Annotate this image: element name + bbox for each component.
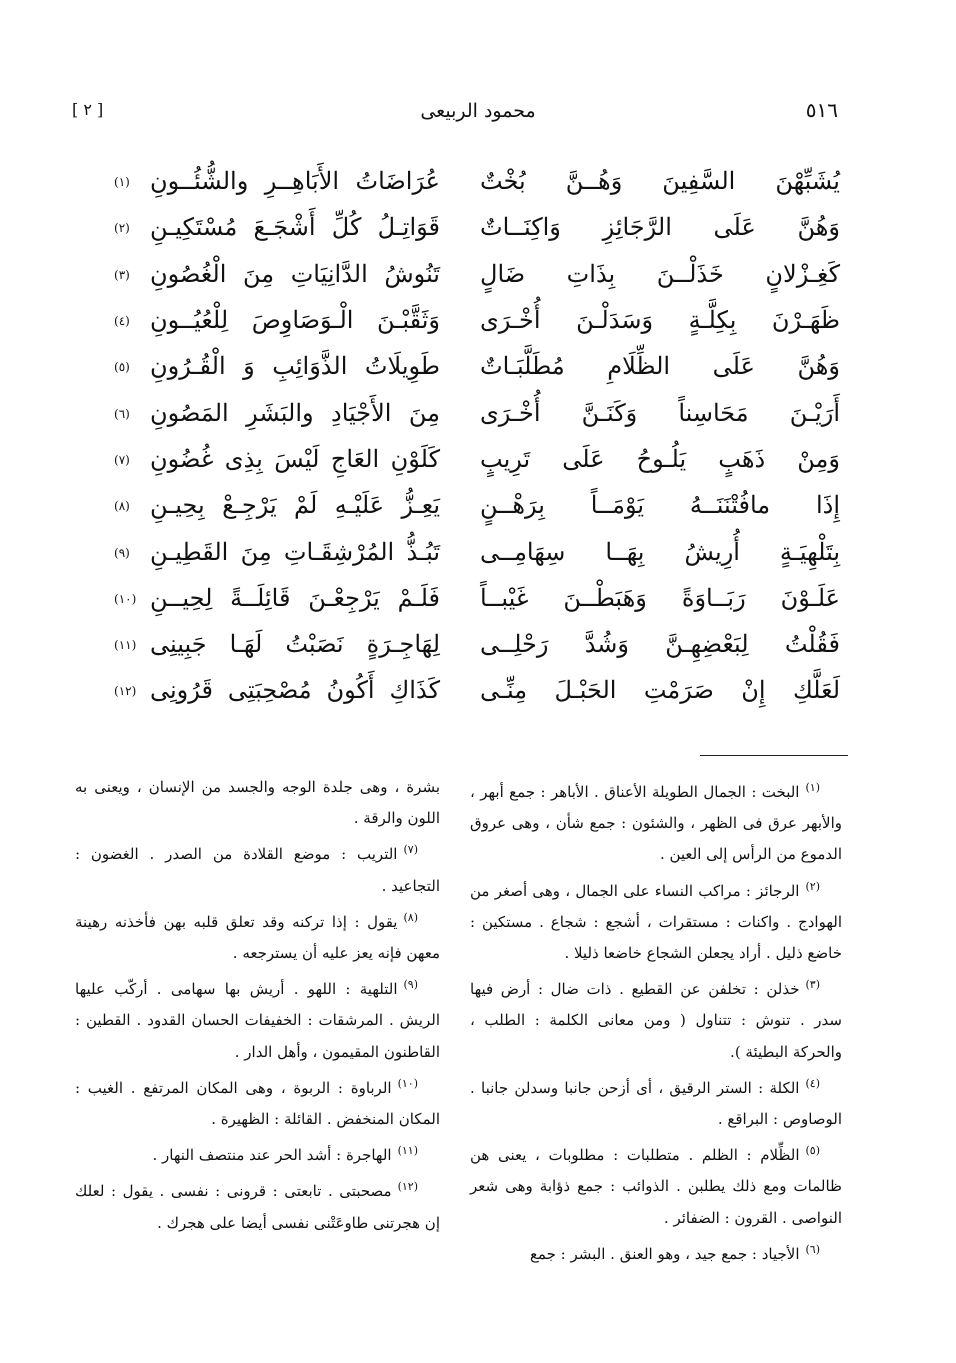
running-title: محمود الربيعى — [420, 100, 536, 122]
footnote — [470, 969, 842, 1068]
verse-line — [114, 621, 840, 667]
footnote-number: (٣) — [805, 978, 820, 992]
second-hemistich — [114, 213, 440, 242]
footnote-text: الظِّلام : الظلم . متطلبات : مطلوبات ، يعنى هن ظالمات ومع ذلك يطلبن . الذوائب : جمع ذؤابة وهى شعر النواصى . القرون : الضفائر . — [470, 1146, 842, 1227]
footnote-text: الهاجرة : أشد الحر عند منتصف النهار . — [152, 1146, 392, 1165]
hemistich-text: تَبُـذُّ المُرْشِقَـاتِ مِنَ القَطِيـنِ — [150, 537, 440, 566]
footnote-divider — [700, 755, 848, 756]
verse-line — [114, 482, 840, 528]
footnote-ref[interactable]: (٩) — [114, 545, 130, 560]
hemistich-text: قَوَاتِـلُ كُلِّ أَشْجَـعَ مُسْتَكِيـنِ — [150, 213, 440, 242]
first-hemistich: لَعَلَّكِ إِنْ صَرَمْتِ الحَبْـلَ مِنِّـى — [480, 676, 840, 705]
footnote-text: الأجياد : جمع جيد ، وهو العنق . البشر : جمع — [529, 1244, 800, 1263]
second-hemistich — [114, 537, 440, 566]
verse-line — [114, 158, 840, 204]
footnote — [75, 1135, 440, 1171]
hemistich-text: عُرَاضَاتُ الأَبَاهِــرِ والشُّئُــونِ — [150, 167, 440, 196]
second-hemistich — [114, 444, 440, 473]
verse-line — [114, 204, 840, 250]
hemistich-text: كَذَاكِ أَكُونُ مُصْحِبَتِى قَرُونِى — [150, 676, 440, 705]
footnote — [75, 969, 440, 1068]
footnote-text: الكلة : الستر الرقيق ، أى أزحن جانبا وسدلن جانبا . الوصاوص : البراقع . — [470, 1078, 842, 1129]
hemistich-text: كَلَوْنِ العَاجِ لَيْسَ بِذِى غُضُونِ — [150, 444, 440, 473]
first-hemistich: عَلَـوْنَ رَبَــاوَةً وَهَبَطْــنَ غَيْبــاً — [480, 583, 840, 612]
footnote-number: (١٠) — [397, 1076, 418, 1090]
verse-line — [114, 297, 840, 343]
footnote-text: التلهية : اللهو . أريش بها سهامى . أركّب عليها الريش . المرشقات : الخفيفات الحسان القدود . القطين : القاطنون المقيمون ، وأهل الدار . — [75, 980, 440, 1061]
footnote-number: (١٢) — [397, 1180, 418, 1194]
first-hemistich: يُشَبِّهْنَ السَّفِينَ وَهُــنَّ بُخْتٌ — [480, 167, 840, 196]
footnote-text: الرجائز : مراكب النساء على الجمال ، وهى أصغر من الهوادج . واكنات : مستقرات ، أشجع : شجاع . مستكين : خاضع ذليل . أراد يجعلن الشجاع خاضعا ذليلا . — [470, 881, 842, 963]
footnote-number: (٢) — [805, 879, 820, 893]
footnote-continuation — [75, 772, 440, 834]
second-hemistich — [114, 583, 440, 612]
footnote-text: البخت : الجمال الطويلة الأعناق . الأباهر : جمع أبهر ، والأبهر عرق فى الظهر ، والشئون : جمع شأن ، وهى عروق الدموع من الرأس إلى العين . — [470, 783, 842, 864]
footnote-ref[interactable]: (٦) — [114, 406, 130, 421]
hemistich-text: مِنَ الأَجْيَادِ والبَشَرِ المَصُونِ — [150, 398, 440, 427]
second-hemistich — [114, 352, 440, 381]
footnote-number: (٦) — [805, 1242, 820, 1256]
first-hemistich: إِذَا مافُتْنَنَــهُ يَوْمَــاً بِرَهْــنٍ — [480, 491, 840, 520]
footnote-number: (٤) — [805, 1076, 820, 1090]
verse-line — [114, 575, 840, 621]
footnote-number: (١) — [805, 781, 820, 794]
footnote-ref[interactable]: (٧) — [114, 452, 130, 467]
first-hemistich: وَهُنَّ عَلَى الرَّجَائِزِ وَاكِنَــاتٌ — [480, 213, 840, 242]
poem — [114, 158, 840, 714]
footnote-ref[interactable]: (٢) — [114, 221, 130, 236]
footnote-number: (٨) — [403, 910, 418, 924]
footnote — [75, 834, 440, 901]
first-hemistich: فَقُلْتُ لِبَعْضِهِـنَّ وَشُدَّ رَحْلِــى — [480, 630, 840, 659]
footnote-ref[interactable]: (١٢) — [114, 684, 137, 699]
footnote-text: التريب : موضع القلادة من الصدر . الغضون : التجاعيد . — [75, 845, 440, 895]
footnote-ref[interactable]: (١١) — [114, 638, 137, 653]
second-hemistich — [114, 167, 440, 196]
footnote-number: (١١) — [397, 1144, 418, 1158]
first-hemistich: أَرَيْـنَ مَحَاسِناً وَكَنَـنَّ أُخْـرَى — [480, 398, 840, 427]
footnote-text: يقول : إذا تركنه وقد تعلق قلبه بهن فأخذنه رهينة معهن فإنه يعز عليه أن يسترجعه . — [75, 912, 440, 963]
footnote — [470, 871, 842, 970]
hemistich-text: فَلَـمْ يَرْجِعْـنَ قَائِلَــةً لِحِيــنِ — [150, 583, 440, 612]
footnotes-right-column — [470, 772, 842, 1270]
first-hemistich: وَمِنْ ذَهَبٍ يَلُـوحُ عَلَى تَرِيبٍ — [480, 444, 840, 473]
first-hemistich: ظَهَـرْنَ بِكِلَّـةٍ وَسَدَلْـنَ أُخْـرَى — [480, 306, 840, 335]
hemistich-text: لِهَاجِـرَةٍ نَصَبْتُ لَهَـا جَبِينِى — [150, 630, 440, 659]
hemistich-text: طَوِيلَاتُ الذَّوَائِبِ وَ الْقُـرُونِ — [150, 352, 440, 381]
footnote-number: (٧) — [403, 843, 418, 857]
verse-line — [114, 436, 840, 482]
footnote — [470, 772, 842, 871]
footnote-ref[interactable]: (٨) — [114, 499, 130, 514]
footnote — [75, 902, 440, 969]
hemistich-text: يَعِـزُّ عَلَيْـهِ لَمْ يَرْجِـعْ بِحِيـنِ — [150, 491, 440, 520]
verse-line — [114, 667, 840, 713]
verse-line — [114, 528, 840, 574]
footnote-number: (٥) — [805, 1144, 820, 1158]
hemistich-text: وَثَقَّبْـنَ الْـوَصَاوِصَ لِلْعُيُــونِ — [150, 306, 440, 335]
first-hemistich: بِتَلْهِيَـةٍ أُرِيشُ بِهَــا سِهَامِــى — [480, 537, 840, 566]
page-header — [0, 98, 956, 128]
footnote-text: الرباوة : الربوة ، وهى المكان المرتفع . الغيب : المكان المنخفض . القائلة : الظهيرة . — [75, 1078, 440, 1129]
footnote-text: بشرة ، وهى جلدة الوجه والجسد من الإنسان ، ويعنى به اللون والرقة . — [75, 778, 440, 828]
second-hemistich — [114, 398, 440, 427]
footnote — [75, 1171, 440, 1238]
footnote-ref[interactable]: (١٠) — [114, 591, 137, 606]
footnote-ref[interactable]: (٥) — [114, 360, 130, 375]
verse-line — [114, 343, 840, 389]
footnote-ref[interactable]: (١) — [114, 175, 130, 190]
footnote-number: (٩) — [403, 978, 418, 992]
second-hemistich — [114, 676, 440, 705]
footnote-ref[interactable]: (٤) — [114, 314, 130, 329]
first-hemistich: وَهُنَّ عَلَى الظِّلَامِ مُطَلَّبَـاتٌ — [480, 352, 840, 381]
hemistich-text: تَنُوشُ الدَّانِيَاتِ مِنَ الْغُصُونِ — [150, 259, 440, 288]
second-hemistich — [114, 306, 440, 335]
footnotes-left-column — [75, 772, 440, 1239]
footnote-text: مصحبتى . تابعتى : قرونى : نفسى . يقول : لعلك إن هجرتنى طاوعَتْنى نفسى أيضا على هجرك . — [75, 1182, 440, 1232]
second-hemistich — [114, 491, 440, 520]
verse-line — [114, 251, 840, 297]
page-number: ٥١٦ — [805, 98, 838, 122]
footnote-ref[interactable]: (٣) — [114, 267, 130, 282]
footnote — [470, 1135, 842, 1234]
footnote-text: خذلن : تخلفن عن القطيع . ذات ضال : أرض فيها سدر . تنوش : تتناول ( ومن معانى الكلمة : الطلب ، والحركة البطيئة ). — [470, 980, 842, 1061]
footnote — [470, 1068, 842, 1135]
first-hemistich: كَغِـزْلانٍ خَذَلْــنَ بِذَاتِ ضَالٍ — [480, 259, 840, 288]
footnote — [75, 1068, 440, 1135]
second-hemistich — [114, 259, 440, 288]
verse-line — [114, 389, 840, 435]
footnote — [470, 1234, 842, 1270]
second-hemistich — [114, 630, 440, 659]
part-marker: [ ٢ ] — [72, 100, 104, 119]
